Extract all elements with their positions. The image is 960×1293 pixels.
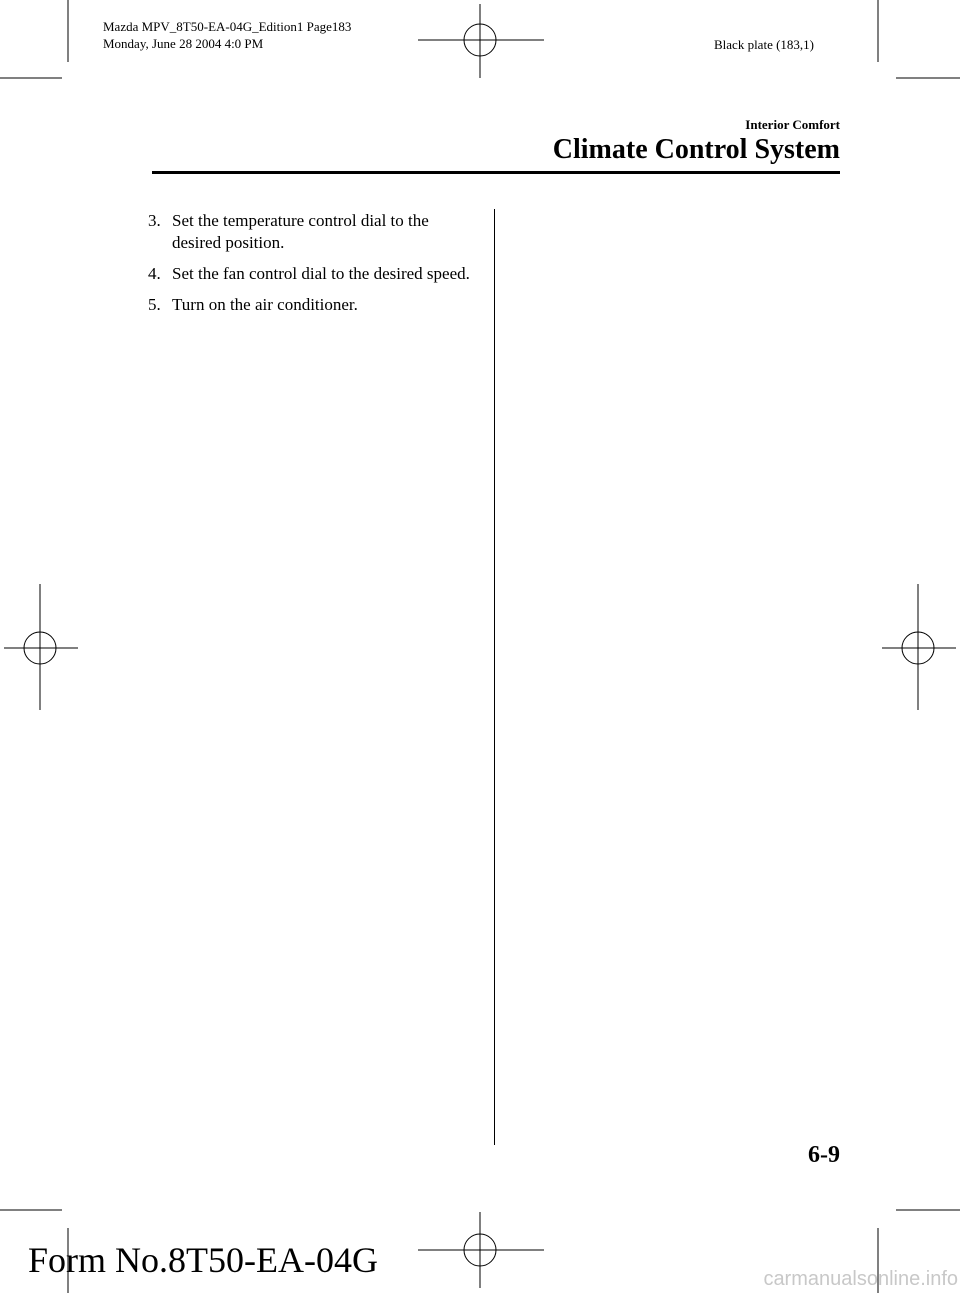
print-info-line-2: Monday, June 28 2004 4:0 PM (103, 36, 264, 51)
list-item (148, 263, 478, 285)
print-info (103, 18, 351, 52)
page-title: Climate Control System (552, 134, 840, 165)
header-rule (152, 171, 840, 174)
step-number: 3. (148, 211, 161, 230)
step-text: Set the fan control dial to the desired speed. (172, 264, 470, 283)
plate-label: Black plate (183,1) (714, 37, 814, 52)
list-item (148, 294, 478, 316)
section-name: Interior Comfort (745, 117, 840, 132)
step-list (148, 210, 478, 325)
step-number: 5. (148, 295, 161, 314)
column-divider (494, 209, 495, 1145)
form-number: Form No.8T50-EA-04G (28, 1240, 378, 1280)
step-text: Set the temperature control dial to the desired position. (172, 211, 429, 252)
watermark: carmanualsonline.info (763, 1268, 958, 1290)
page-number: 6-9 (808, 1142, 840, 1168)
print-info-line-1: Mazda MPV_8T50-EA-04G_Edition1 Page183 (103, 19, 352, 34)
step-text: Turn on the air conditioner. (172, 295, 358, 314)
step-number: 4. (148, 264, 161, 283)
list-item (148, 210, 478, 254)
